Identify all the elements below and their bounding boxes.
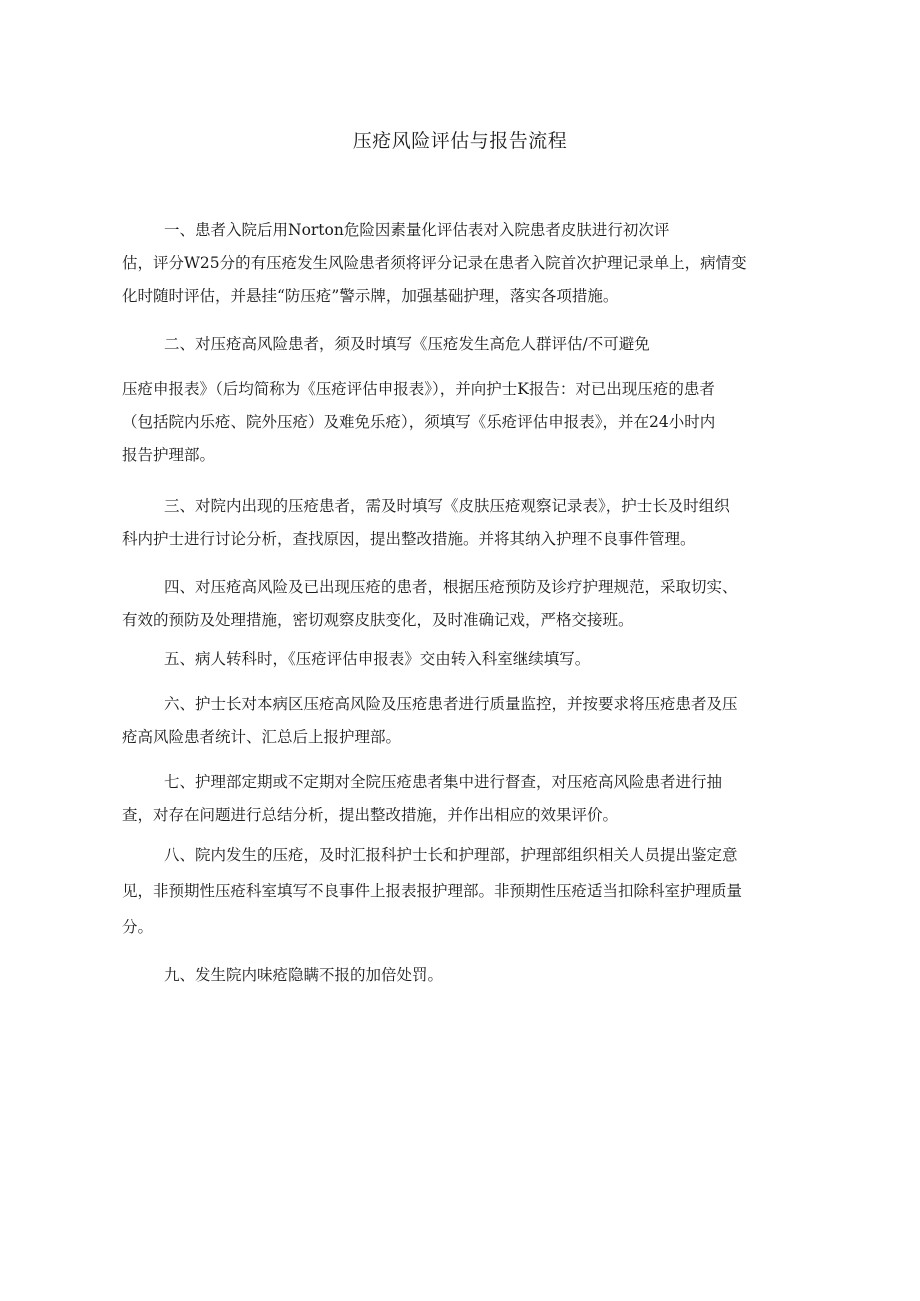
- paragraph-7: [122, 766, 866, 832]
- paragraph-line: 估，评分W25分的有压疮发生风险患者须将评分记录在患者入院首次护理记录单上，病情变: [122, 254, 747, 272]
- paragraph-4: [122, 571, 866, 637]
- paragraph-5: [122, 643, 866, 676]
- paragraph-1: [122, 214, 866, 313]
- paragraph-line: 八、院内发生的压疮，及时汇报科护士长和护理部，护理部组织相关人员提出鉴定意: [164, 846, 738, 864]
- paragraph-line: 化时随时评估，并悬挂“防压疮”警示牌，加强基础护理，落实各项措施。: [122, 287, 619, 305]
- paragraph-3: [122, 490, 866, 556]
- paragraph-line: 五、病人转科时，《压疮评估申报表》交由转入科室继续填写。: [164, 650, 591, 668]
- paragraph-line: 六、护士长对本病区压疮高风险及压疮患者进行质量监控，并按要求将压疮患者及压: [164, 695, 738, 713]
- paragraph-2: [122, 328, 866, 472]
- paragraph-line: （包括院内乐疮、院外压疮）及难免乐疮），须填写《乐疮评估申报表》，并在24小时内: [122, 413, 716, 431]
- paragraph-line: 报告护理部。: [122, 446, 216, 464]
- document-title: 压疮风险评估与报告流程: [352, 130, 568, 152]
- paragraph-line: 九、发生院内味疮隐瞒不报的加倍处罚。: [164, 966, 444, 984]
- paragraph-9: [122, 959, 866, 992]
- paragraph-6: [122, 688, 866, 754]
- paragraph-line: 有效的预防及处理措施，密切观察皮肤变化，及时准确记戏，严格交接班。: [122, 611, 634, 629]
- paragraph-line: 疮高风险患者统计、汇总后上报护理部。: [122, 728, 402, 746]
- paragraph-line: 三、对院内出现的压疮患者，需及时填写《皮肤压疮观察记录表》，护士长及时组织: [164, 497, 730, 515]
- paragraph-line: 七、护理部定期或不定期对全院压疮患者集中进行督查，对压疮高风险患者进行抽: [164, 773, 723, 791]
- paragraph-line: 四、对压疮高风险及已出现压疮的患者，根据压疮预防及诊疗护理规范，采取切实、: [164, 578, 738, 596]
- paragraph-line: 压疮申报表》（后均简称为《压疮评估申报表》），并向护士K报告：对已出现压疮的患者: [122, 380, 715, 398]
- paragraph-line: 一、患者入院后用Norton危险因素量化评估表对入院患者皮肤进行初次评: [164, 221, 670, 239]
- paragraph-line: 见，非预期性压疮科室填写不良事件上报表报护理部。非预期性压疮适当扣除科室护理质量: [122, 882, 743, 900]
- paragraph-line: 科内护士进行讨论分析，查找原因，提出整改措施。并将其纳入护理不良事件管理。: [122, 530, 696, 548]
- paragraph-8: [122, 839, 866, 944]
- paragraph-line: 查，对存在问题进行总结分析，提出整改措施，并作出相应的效果评价。: [122, 806, 619, 824]
- paragraph-line: 二、对压疮高风险患者，须及时填写《压疮发生高危人群评估/不可避免: [164, 335, 650, 353]
- paragraph-line: 分。: [122, 918, 154, 936]
